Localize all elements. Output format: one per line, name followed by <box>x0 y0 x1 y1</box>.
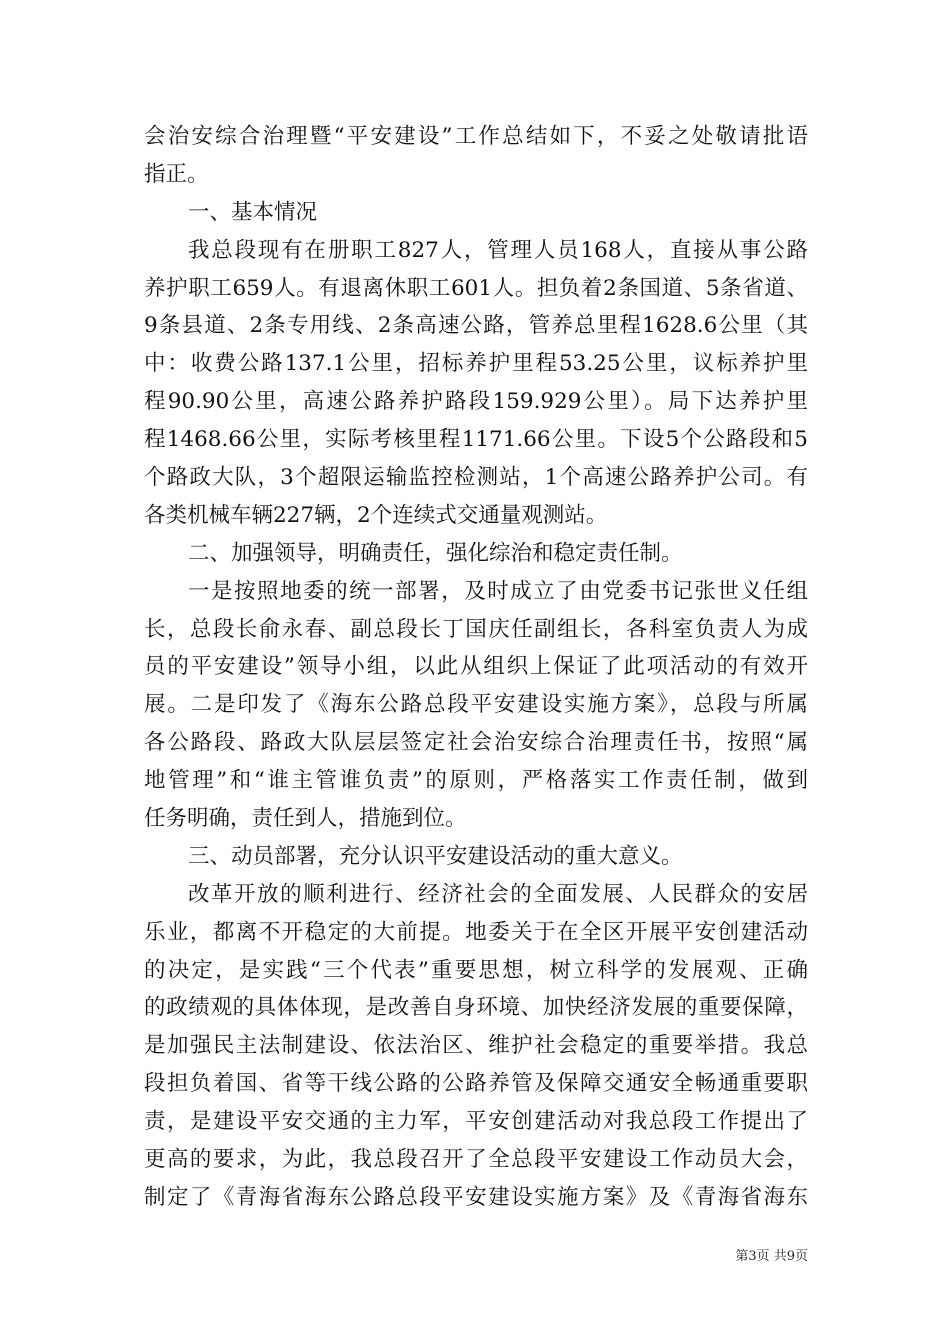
text-line: 地管理”和“谁主管谁负责”的原则，严格落实工作责任制，做到 <box>144 768 808 794</box>
paragraph <box>144 194 808 232</box>
text-line: 任务明确，责任到人，措施到位。 <box>144 806 467 832</box>
text-line: 责，是建设平安交通的主力军，平安创建活动对我总段工作提出了 <box>144 1109 808 1135</box>
text-line: 是加强民主法制建设、依法治区、维护社会稳定的重要举措。我总 <box>144 1033 808 1059</box>
paragraph <box>144 573 808 838</box>
text-line: 养护职工659人。有退离休职工601人。担负着2条国道、5条省道、 <box>144 275 808 301</box>
text-line: 展。二是印发了《海东公路总段平安建设实施方案》，总段与所属 <box>144 692 808 718</box>
text-line: 员的平安建设”领导小组，以此从组织上保证了此项活动的有效开 <box>144 654 808 680</box>
paragraph <box>144 232 808 535</box>
text-line: 中：收费公路137.1公里，招标养护里程53.25公里，议标养护里 <box>144 351 808 377</box>
text-line: 我总段现有在册职工827人，管理人员168人，直接从事公路 <box>188 237 808 263</box>
text-line: 制定了《青海省海东公路总段平安建设实施方案》及《青海省海东 <box>144 1184 808 1210</box>
text-line: 的政绩观的具体体现，是改善自身环境、加快经济发展的重要保障， <box>144 995 808 1021</box>
paragraph <box>144 535 808 573</box>
text-line: 更高的要求，为此，我总段召开了全总段平安建设工作动员大会， <box>144 1147 808 1173</box>
text-line: 改革开放的顺利进行、经济社会的全面发展、人民群众的安居 <box>188 881 808 907</box>
text-line: 的决定，是实践“三个代表”重要思想，树立科学的发展观、正确 <box>144 957 808 983</box>
text-line: 各公路段、路政大队层层签定社会治安综合治理责任书，按照“属 <box>144 730 808 756</box>
page-number-footer: 第3页 共9页 <box>735 1249 808 1264</box>
text-line: 程90.90公里，高速公路养护路段159.929公里）。局下达养护里 <box>144 389 808 415</box>
paragraph <box>144 838 808 876</box>
document-body <box>144 118 808 1217</box>
text-line: 长，总段长俞永春、副总段长丁国庆任副组长，各科室负责人为成 <box>144 616 808 642</box>
paragraph <box>144 876 808 1217</box>
text-line: 指正。 <box>144 161 209 187</box>
text-line: 乐业，都离不开稳定的大前提。地委关于在全区开展平安创建活动 <box>144 919 808 945</box>
paragraph <box>144 118 808 194</box>
text-line: 会治安综合治理暨“平安建设”工作总结如下，不妥之处敬请批语 <box>144 124 808 149</box>
text-line: 三、动员部署，充分认识平安建设活动的重大意义。 <box>188 843 683 869</box>
text-line: 一、基本情况 <box>188 199 318 225</box>
text-line: 二、加强领导，明确责任，强化综治和稳定责任制。 <box>188 540 683 566</box>
text-line: 各类机械车辆227辆，2个连续式交通量观测站。 <box>144 502 608 528</box>
text-line: 一是按照地委的统一部署，及时成立了由党委书记张世义任组 <box>188 578 808 604</box>
text-line: 个路政大队，3个超限运输监控检测站，1个高速公路养护公司。有 <box>144 465 808 491</box>
text-line: 段担负着国、省等干线公路的公路养管及保障交通安全畅通重要职 <box>144 1071 808 1097</box>
text-line: 9条县道、2条专用线、2条高速公路，管养总里程1628.6公里（其 <box>144 313 808 339</box>
text-line: 程1468.66公里，实际考核里程1171.66公里。下设5个公路段和5 <box>144 427 808 453</box>
